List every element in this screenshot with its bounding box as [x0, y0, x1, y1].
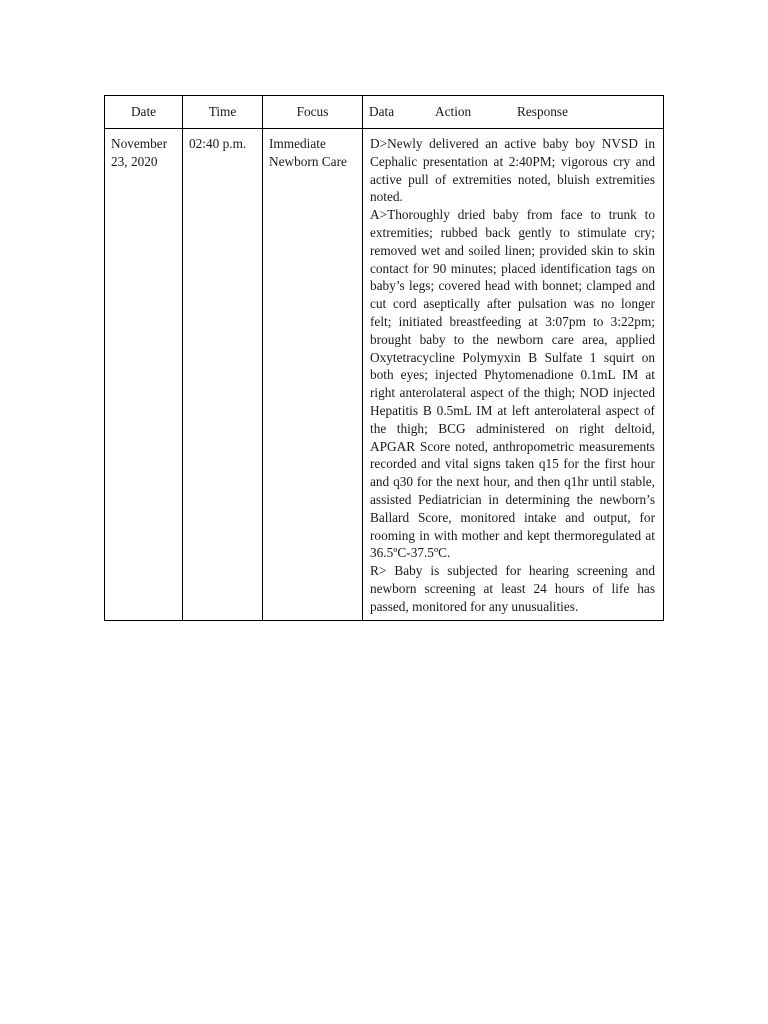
header-action: Action [435, 104, 472, 120]
header-data: Data [369, 104, 395, 120]
header-time: Time [183, 96, 263, 129]
response-note: R> Baby is subjected for hearing screening and newborn screening at least 24 hours of life has passed, monitored for any unusualities. [370, 563, 655, 614]
cell-time [183, 129, 263, 621]
cell-dar-notes [363, 129, 664, 621]
data-note: D>Newly delivered an active baby boy NVSD in Cephalic presentation at 2:40PM; vigorous cry and active pull of extremities noted, bluish extremities noted. [370, 136, 655, 205]
nursing-notes-table [104, 95, 664, 621]
header-dar [363, 96, 664, 129]
cell-date [105, 129, 183, 621]
cell-focus [263, 129, 363, 621]
header-focus: Focus [263, 96, 363, 129]
time-value: 02:40 p.m. [189, 136, 247, 151]
focus-value: Immediate Newborn Care [269, 136, 347, 169]
header-response: Response [517, 104, 568, 120]
action-note: A>Thoroughly dried baby from face to trunk to extremities; rubbed back gently to stimulate cry; removed wet and soiled linen; provided skin to skin contact for 90 minutes; placed identification tags on baby’s legs; covered head with bonnet; clamped and cut cord aseptically after pulsation was no longer felt; initiated breastfeeding at 3:07pm to 3:22pm; brought baby to the newborn care area, applied Oxytetracycline Polymyxin B Sulfate 1 squirt on both eyes; injected Phytomenadione 0.1mL IM at right anterolateral aspect of the thigh; NOD injected Hepatitis B 0.5mL IM at left anterolateral aspect of the thigh; BCG administered on right deltoid, APGAR Score noted, anthropometric measurements recorded and vital signs taken q15 for the first hour and q30 for the next hour, and then q1hr until stable, assisted Pediatrician in determining the newborn’s Ballard Score, monitored intake and output, for rooming in with mother and kept thermoregulated at 36.5ºC-37.5ºC. [370, 207, 655, 561]
table-header-row [105, 96, 664, 129]
table-row [105, 129, 664, 621]
header-date: Date [105, 96, 183, 129]
date-value: November 23, 2020 [111, 136, 168, 169]
